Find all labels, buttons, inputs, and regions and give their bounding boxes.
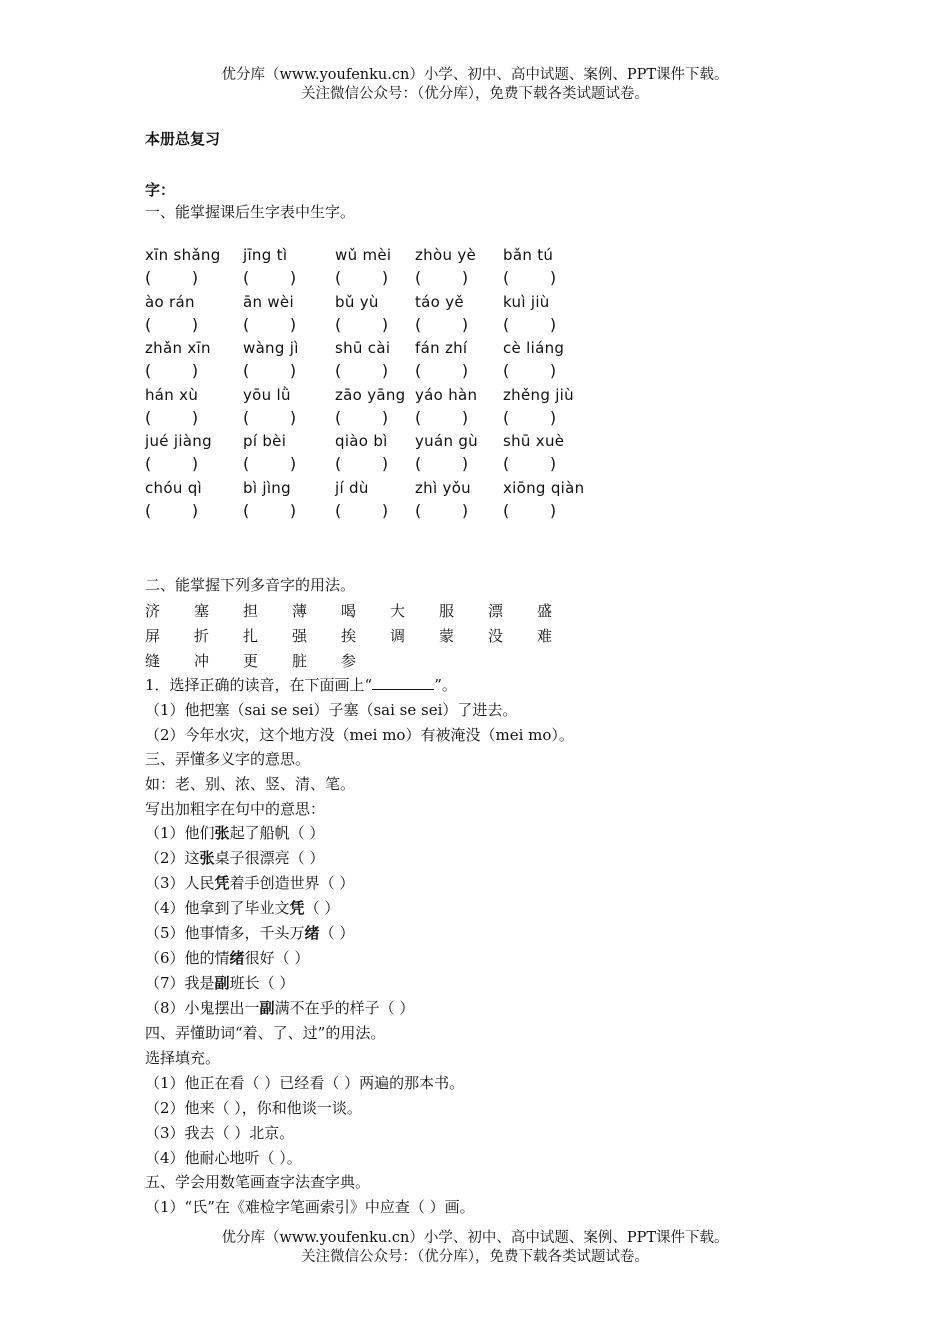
pinyin-word: bì jìng <box>243 478 291 497</box>
pinyin-word: jí dù <box>335 478 369 497</box>
bold-character: 凭 <box>214 874 230 892</box>
footer-line-1: 优分库（www.youfenku.cn）小学、初中、高中试题、案例、PPT课件下载。 <box>221 1230 729 1246</box>
answer-box[interactable]: ( ) <box>503 407 557 427</box>
bold-character: 副 <box>259 999 275 1017</box>
question-text: （6）他的情 <box>145 949 230 967</box>
pinyin-word: ào rán <box>145 292 195 311</box>
polyphone-char: 喝 <box>341 602 357 620</box>
answer-box[interactable]: ( ) <box>415 314 469 334</box>
answer-box[interactable]: ( ) <box>503 314 557 334</box>
answer-box[interactable]: ( ) <box>503 500 557 520</box>
polyphone-char: 济 <box>145 602 161 620</box>
polyphone-char: 大 <box>390 602 406 620</box>
pinyin-word: jīng tì <box>243 246 288 264</box>
pinyin-word: xiōng qiàn <box>503 478 585 497</box>
pinyin-row <box>145 293 615 339</box>
meaning-question <box>145 873 354 893</box>
answer-box[interactable]: ( ) <box>243 361 297 380</box>
polyphone-char: 服 <box>439 602 455 620</box>
answer-box[interactable]: ( ) <box>145 314 199 334</box>
bold-character: 绪 <box>304 924 320 942</box>
pinyin-word: bǎn tú <box>503 246 554 264</box>
pinyin-word: zhòu yè <box>415 246 477 264</box>
pinyin-word: pí bèi <box>243 432 287 450</box>
answer-box[interactable]: ( ) <box>243 454 297 473</box>
section-1-heading: 一、能掌握课后生字表中生字。 <box>145 203 356 221</box>
answer-box[interactable]: ( ) <box>415 454 469 473</box>
question-1-post: ”。 <box>434 676 457 694</box>
question-text: 班长（ ） <box>229 974 295 992</box>
meaning-question <box>145 823 324 843</box>
question-text: 桌子很漂亮（ ） <box>214 849 325 867</box>
polyphone-char: 盛 <box>537 602 553 620</box>
pinyin-word: chóu qì <box>145 478 202 497</box>
pinyin-word: wàng jì <box>243 339 299 357</box>
answer-box[interactable]: ( ) <box>243 407 297 427</box>
page-header <box>0 66 950 104</box>
answer-box[interactable]: ( ) <box>415 407 469 427</box>
question-text: （4）他拿到了毕业文 <box>145 899 290 917</box>
polyphone-char: 脏 <box>292 652 308 670</box>
meaning-question <box>145 948 309 968</box>
pinyin-word: zhǎn xīn <box>145 339 211 357</box>
pinyin-row <box>145 479 615 525</box>
answer-box[interactable]: ( ) <box>335 268 389 287</box>
answer-box[interactable]: ( ) <box>335 454 389 473</box>
question-1-a: （1）他把塞（sai se sei）子塞（sai se sei）了进去。 <box>145 701 518 719</box>
pinyin-word: zāo yāng <box>335 385 406 404</box>
pinyin-row <box>145 432 615 478</box>
polyphone-char: 缝 <box>145 652 161 670</box>
question-text: （2）这 <box>145 849 200 867</box>
pinyin-word: kuì jiù <box>503 292 550 311</box>
bold-character: 绪 <box>229 949 245 967</box>
polyphone-row <box>145 650 390 671</box>
section-4-task: 选择填充。 <box>145 1049 221 1067</box>
answer-box[interactable]: ( ) <box>145 407 199 427</box>
answer-box[interactable]: ( ) <box>335 361 389 380</box>
polyphone-char: 漂 <box>488 602 504 620</box>
question-text: （3）人民 <box>145 874 215 892</box>
polyphone-char: 没 <box>488 627 504 645</box>
header-line-1: 优分库（www.youfenku.cn）小学、初中、高中试题、案例、PPT课件下载。 <box>221 67 729 83</box>
polyphone-char: 屏 <box>145 627 161 645</box>
pinyin-word: shū xuè <box>503 432 565 450</box>
polyphone-char: 挨 <box>341 627 357 645</box>
answer-blank[interactable] <box>372 675 434 690</box>
answer-box[interactable]: ( ) <box>145 361 199 380</box>
section-5-item: （1）“氏”在《难检字笔画索引》中应查（ ）画。 <box>145 1198 475 1216</box>
question-text: （1）他们 <box>145 824 215 842</box>
meaning-question <box>145 898 339 918</box>
polyphone-row <box>145 625 586 646</box>
question-text: 起了船帆（ ） <box>229 824 325 842</box>
question-text: （ ） <box>319 924 355 942</box>
meaning-question <box>145 973 294 993</box>
question-text: （7）我是 <box>145 974 215 992</box>
particle-question: （3）我去（ ）北京。 <box>145 1124 295 1142</box>
polyphone-char: 调 <box>390 627 406 645</box>
bold-character: 张 <box>199 849 215 867</box>
question-text: （8）小鬼摆出一 <box>145 999 260 1017</box>
footer-line-2: 关注微信公众号：（优分库），免费下载各类试题试卷。 <box>301 1249 649 1265</box>
pinyin-row <box>145 386 615 432</box>
polyphone-char: 强 <box>292 627 308 645</box>
pinyin-word: qiào bì <box>335 432 388 450</box>
pinyin-word: cè liáng <box>503 339 565 357</box>
pinyin-word: hán xù <box>145 385 199 404</box>
answer-box[interactable]: ( ) <box>503 361 557 380</box>
particle-question: （1）他正在看（ ）已经看（ ）两遍的那本书。 <box>145 1074 465 1092</box>
question-1-pre: 1．选择正确的读音，在下面画上“ <box>145 676 373 694</box>
answer-box[interactable]: ( ) <box>335 500 389 520</box>
pinyin-word: yōu lǜ <box>243 385 291 404</box>
answer-box[interactable]: ( ) <box>243 268 297 287</box>
section-2-heading: 二、能掌握下列多音字的用法。 <box>145 576 356 594</box>
particle-question: （2）他来（ ），你和他谈一谈。 <box>145 1099 362 1117</box>
question-1-b: （2）今年水灾，这个地方没（mei mo）有被淹没（mei mo）。 <box>145 726 574 744</box>
polyphone-char: 冲 <box>194 652 210 670</box>
polyphone-char: 折 <box>194 627 210 645</box>
pinyin-row <box>145 339 615 385</box>
section-4-heading: 四、弄懂助词“着、了、过”的用法。 <box>145 1024 386 1042</box>
answer-box[interactable]: ( ) <box>145 500 199 520</box>
pinyin-word: xīn shǎng <box>145 246 221 264</box>
question-text: 很好（ ） <box>244 949 310 967</box>
meaning-question <box>145 923 354 943</box>
polyphone-char: 参 <box>341 652 357 670</box>
bold-character: 凭 <box>289 899 305 917</box>
particle-question: （4）他耐心地听（ ）。 <box>145 1149 302 1167</box>
section-3-example: 如：老、别、浓、竖、清、笔。 <box>145 775 356 793</box>
meaning-question <box>145 848 324 868</box>
question-text: （5）他事情多，千头万 <box>145 924 305 942</box>
section-3-heading: 三、弄懂多义字的意思。 <box>145 750 311 768</box>
answer-box[interactable]: ( ) <box>335 314 389 334</box>
polyphone-char: 难 <box>537 627 553 645</box>
pinyin-word: shū cài <box>335 339 391 357</box>
section-3-task: 写出加粗字在句中的意思： <box>145 800 326 818</box>
polyphone-char: 担 <box>243 602 259 620</box>
pinyin-word: ān wèi <box>243 292 294 311</box>
answer-box[interactable]: ( ) <box>415 500 469 520</box>
polyphone-char: 塞 <box>194 602 210 620</box>
bold-character: 张 <box>214 824 230 842</box>
answer-box[interactable]: ( ) <box>243 314 297 334</box>
pinyin-word: wǔ mèi <box>335 246 392 264</box>
pinyin-word: bǔ yù <box>335 292 379 311</box>
polyphone-row <box>145 600 586 621</box>
header-line-2: 关注微信公众号：（优分库），免费下载各类试题试卷。 <box>301 86 649 102</box>
question-1-instruction <box>145 675 457 695</box>
page-title: 本册总复习 <box>145 130 221 148</box>
question-text: 满不在乎的样子（ ） <box>274 999 415 1017</box>
polyphone-char: 薄 <box>292 602 308 620</box>
polyphone-char: 蒙 <box>439 627 455 645</box>
pinyin-word: yuán gù <box>415 432 478 450</box>
pinyin-word: táo yě <box>415 292 464 311</box>
section-5-heading: 五、学会用数笔画查字法查字典。 <box>145 1173 371 1191</box>
polyphone-char: 更 <box>243 652 259 670</box>
question-text: 着手创造世界（ ） <box>229 874 355 892</box>
page-footer <box>0 1229 950 1267</box>
pinyin-word: zhì yǒu <box>415 478 471 497</box>
pinyin-word: jué jiàng <box>145 432 212 450</box>
bold-character: 副 <box>214 974 230 992</box>
answer-box[interactable]: ( ) <box>415 268 469 287</box>
polyphone-char: 扎 <box>243 627 259 645</box>
answer-box[interactable]: ( ) <box>145 268 199 287</box>
answer-box[interactable]: ( ) <box>145 454 199 473</box>
answer-box[interactable]: ( ) <box>243 500 297 520</box>
pinyin-row <box>145 246 615 292</box>
answer-box[interactable]: ( ) <box>503 454 557 473</box>
pinyin-word: zhěng jiù <box>503 385 574 404</box>
pinyin-word: yáo hàn <box>415 385 478 404</box>
answer-box[interactable]: ( ) <box>415 361 469 380</box>
section-label-zi: 字： <box>145 181 176 199</box>
meaning-question <box>145 998 414 1018</box>
question-text: （ ） <box>304 899 340 917</box>
answer-box[interactable]: ( ) <box>335 407 389 427</box>
pinyin-word: fán zhí <box>415 339 468 357</box>
answer-box[interactable]: ( ) <box>503 268 557 287</box>
